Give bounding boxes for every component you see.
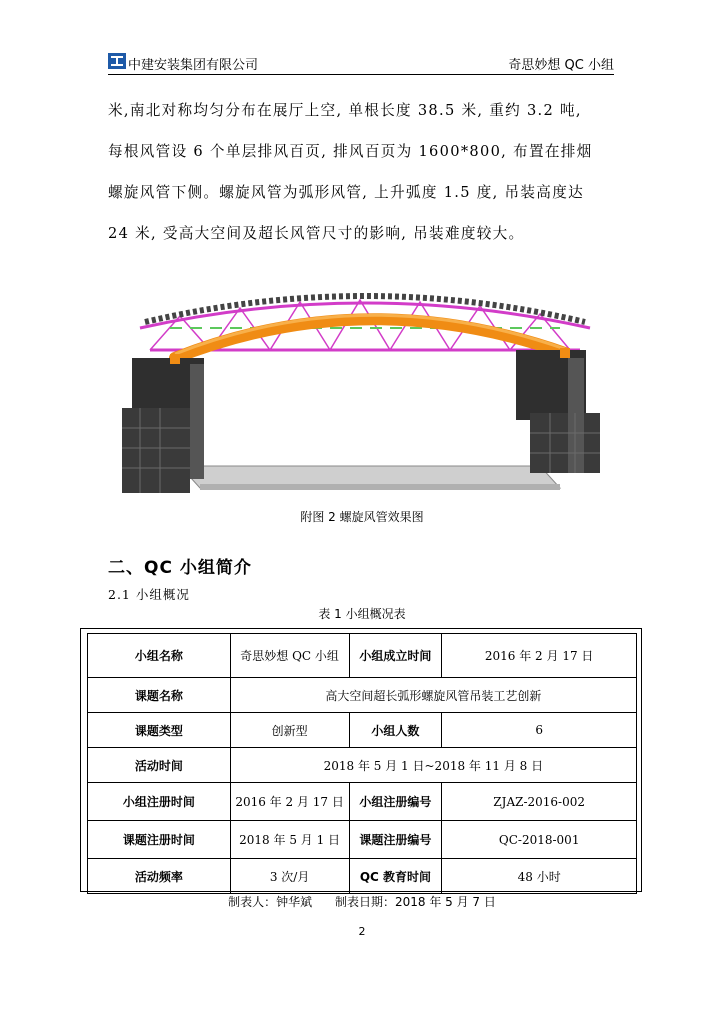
cell-label: 课题名称 — [88, 678, 231, 713]
section-title: 二、QC 小组简介 — [108, 558, 252, 578]
table-row — [88, 748, 637, 783]
spiral-duct — [175, 319, 565, 358]
body-paragraph — [108, 90, 616, 254]
cell-label: 活动时间 — [88, 748, 231, 783]
table-row — [88, 783, 637, 821]
right-tower — [568, 358, 584, 473]
cell-label: 小组人数 — [349, 713, 442, 748]
company-name: 中建安装集团有限公司 — [128, 58, 259, 73]
cell-value: 创新型 — [230, 713, 349, 748]
table-row — [88, 821, 637, 859]
company-logo-icon — [108, 53, 126, 69]
left-wall-lower — [122, 408, 190, 493]
right-wall-lower — [530, 413, 600, 473]
paragraph-line: 每根风管设 6 个单层排风百页, 排风百页为 1600*800, 布置在排烟 — [108, 143, 593, 160]
cell-value: 6 — [442, 713, 637, 748]
cell-label: 小组成立时间 — [349, 634, 442, 678]
table-row — [88, 713, 637, 748]
cell-label: QC 教育时间 — [349, 859, 442, 894]
paragraph-line: 螺旋风管下侧。螺旋风管为弧形风管, 上升弧度 1.5 度, 吊装高度达 — [108, 184, 584, 201]
cell-label: 小组注册时间 — [88, 783, 231, 821]
cell-value: 2016 年 2 月 17 日 — [442, 634, 637, 678]
cell-value: 48 小时 — [442, 859, 637, 894]
figure-caption: 附图 2 螺旋风管效果图 — [300, 510, 424, 524]
table-row — [88, 859, 637, 894]
cell-value: 3 次/月 — [230, 859, 349, 894]
cell-value: 2016 年 2 月 17 日 — [230, 783, 349, 821]
cell-label: 小组名称 — [88, 634, 231, 678]
left-duct-support — [170, 354, 180, 364]
paragraph-line: 24 米, 受高大空间及超长风管尺寸的影响, 吊装难度较大。 — [108, 225, 525, 242]
cell-label: 小组注册编号 — [349, 783, 442, 821]
cell-value: 2018 年 5 月 1 日~2018 年 11 月 8 日 — [230, 748, 636, 783]
page-header — [108, 50, 614, 75]
subsection-title: 2.1 小组概况 — [108, 587, 190, 602]
floor-edge — [200, 484, 560, 490]
group-info-table — [87, 633, 637, 894]
cell-label: 课题注册时间 — [88, 821, 231, 859]
paragraph-line: 米,南北对称均匀分布在展厅上空, 单根长度 38.5 米, 重约 3.2 吨, — [108, 102, 582, 119]
table-caption: 表 1 小组概况表 — [318, 607, 406, 621]
table-row — [88, 634, 637, 678]
table-row — [88, 678, 637, 713]
cell-label: 课题注册编号 — [349, 821, 442, 859]
cell-value: ZJAZ-2016-002 — [442, 783, 637, 821]
cell-label: 活动频率 — [88, 859, 231, 894]
spiral-duct-rendering — [120, 288, 606, 498]
cell-value: 高大空间超长弧形螺旋风管吊装工艺创新 — [230, 678, 636, 713]
left-tower — [190, 364, 204, 479]
page-number: 2 — [358, 925, 366, 938]
cell-label: 课题类型 — [88, 713, 231, 748]
group-name: 奇思妙想 QC 小组 — [508, 58, 614, 73]
cell-value: 2018 年 5 月 1 日 — [230, 821, 349, 859]
right-duct-support — [560, 348, 570, 358]
cell-value: 奇思妙想 QC 小组 — [230, 634, 349, 678]
table-maker-note: 制表人：钟华斌 制表日期：2018 年 5 月 7 日 — [228, 895, 496, 909]
cell-value: QC-2018-001 — [442, 821, 637, 859]
